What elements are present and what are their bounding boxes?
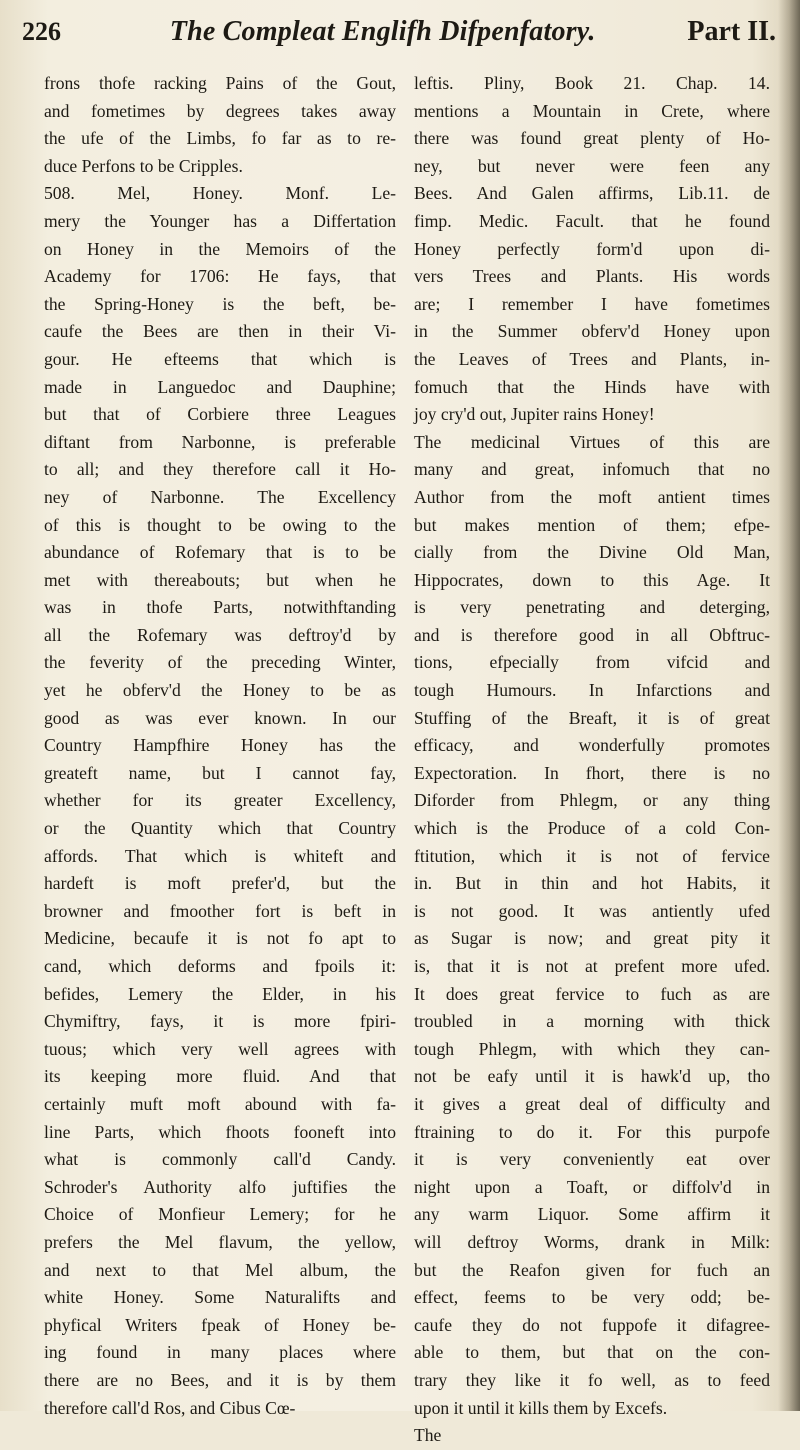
text-line: is very penetrating and deterging, (414, 597, 770, 618)
text-line: but the Reafon given for fuch an (414, 1259, 770, 1280)
text-line: night upon a Toaft, or diffolv'd in (414, 1176, 770, 1197)
text-line: and next to that Mel album, the (44, 1259, 396, 1280)
text-line: Academy for 1706: He fays, that (44, 266, 396, 287)
text-line: to all; and they therefore call it Ho- (44, 459, 396, 480)
text-line: which is the Produce of a cold Con- (414, 818, 770, 839)
text-line: yet he obferv'd the Honey to be as (44, 680, 396, 701)
text-line: effect, feems to be very odd; be- (414, 1287, 770, 1308)
text-line: ftraining to do it. For this purpofe (414, 1121, 770, 1142)
text-line: Honey perfectly form'd upon di- (414, 238, 770, 259)
text-line: able to them, but that on the con- (414, 1342, 770, 1363)
text-line: vers Trees and Plants. His words (414, 266, 770, 287)
text-line: Diforder from Phlegm, or any thing (414, 790, 770, 811)
text-line: efficacy, and wonderfully promotes (414, 735, 770, 756)
text-line: there are no Bees, and it is by them (44, 1369, 396, 1390)
text-line: upon it until it kills them by Excefs. (414, 1397, 668, 1418)
text-line: Hippocrates, down to this Age. It (414, 569, 770, 590)
text-line: met with thereabouts; but when he (44, 569, 396, 590)
text-line: certainly muft moft abound with fa- (44, 1093, 396, 1114)
text-line: Expectoration. In fhort, there is no (414, 762, 770, 783)
text-line: joy cry'd out, Jupiter rains Honey! (414, 404, 655, 425)
text-line: the feverity of the preceding Winter, (44, 652, 396, 673)
text-line: it is very conveniently eat over (414, 1149, 770, 1170)
text-line: greateft name, but I cannot fay, (44, 762, 396, 783)
text-line: tough Phlegm, with which they can- (414, 1038, 770, 1059)
text-line: therefore call'd Ros, and Cibus Cœ- (44, 1397, 296, 1418)
right-column (414, 70, 770, 1450)
text-line: diftant from Narbonne, is preferable (44, 431, 396, 452)
text-line: of this is thought to be owing to the (44, 514, 396, 535)
text-line: browner and fmoother fort is beft in (44, 900, 396, 921)
text-line: tions, efpecially from vifcid and (414, 652, 770, 673)
text-line: tough Humours. In Infarctions and (414, 680, 770, 701)
text-line: any warm Liquor. Some affirm it (414, 1204, 770, 1225)
text-line: Country Hampfhire Honey has the (44, 735, 396, 756)
text-line: duce Perfons to be Cripples. (44, 155, 243, 176)
text-line: the Leaves of Trees and Plants, in- (414, 348, 770, 369)
running-header (22, 16, 776, 60)
text-line: troubled in a morning with thick (414, 1011, 770, 1032)
text-line: white Honey. Some Naturalifts and (44, 1287, 396, 1308)
text-line: The (414, 1425, 442, 1446)
text-line: its keeping more fluid. And that (44, 1066, 396, 1087)
text-line: made in Languedoc and Dauphine; (44, 376, 396, 397)
text-line: befides, Lemery the Elder, in his (44, 983, 396, 1004)
text-line: caufe they do not fuppofe it difagree- (414, 1314, 770, 1335)
text-line: affords. That which is whiteft and (44, 845, 396, 866)
text-line: the ufe of the Limbs, fo far as to re- (44, 128, 396, 149)
text-line: not be eafy until it is hawk'd up, tho (414, 1066, 770, 1087)
text-line: Schroder's Authority alfo juftifies the (44, 1176, 396, 1197)
text-line: Chymiftry, fays, it is more fpiri- (44, 1011, 396, 1032)
text-line: prefers the Mel flavum, the yellow, (44, 1231, 396, 1252)
text-line: ing found in many places where (44, 1342, 396, 1363)
text-line: cially from the Divine Old Man, (414, 542, 770, 563)
text-line: is not good. It was antiently ufed (414, 900, 770, 921)
text-line: will deftroy Worms, drank in Milk: (414, 1231, 770, 1252)
text-line: abundance of Rofemary that is to be (44, 542, 396, 563)
left-column (44, 70, 396, 1422)
text-line: cand, which deforms and fpoils it: (44, 956, 396, 976)
text-line: the Spring-Honey is the beft, be- (44, 293, 396, 314)
text-line: tuous; which very well agrees with (44, 1038, 396, 1059)
text-line: gour. He efteems that which is (44, 348, 396, 369)
text-line: are; I remember I have fometimes (414, 293, 770, 314)
running-title: The Compleat Englifh Difpenfatory. (169, 16, 596, 47)
text-line: and fometimes by degrees takes away (44, 100, 396, 121)
text-line: all the Rofemary was deftroy'd by (44, 624, 396, 645)
text-line: and is therefore good in all Obftruc- (414, 624, 770, 645)
text-line: mery the Younger has a Differtation (44, 210, 396, 231)
text-line: leftis. Pliny, Book 21. Chap. 14. (414, 73, 770, 93)
text-line: but that of Corbiere three Leagues (44, 404, 396, 425)
text-line: or the Quantity which that Country (44, 818, 396, 839)
text-line: line Parts, which fhoots fooneft into (44, 1121, 396, 1142)
text-line: 508. Mel, Honey. Monf. Le- (44, 183, 396, 204)
text-line: Choice of Monfieur Lemery; for he (44, 1204, 396, 1225)
text-line: but makes mention of them; efpe- (414, 514, 770, 535)
text-line: it gives a great deal of difficulty and (414, 1093, 770, 1114)
page-number: 226 (22, 17, 61, 46)
text-line: ney, but never were feen any (414, 155, 770, 176)
text-line: ftitution, which it is not of fervice (414, 845, 770, 866)
text-line: It does great fervice to fuch as are (414, 983, 770, 1004)
text-line: The medicinal Virtues of this are (414, 431, 770, 452)
text-line: as Sugar is now; and great pity it (414, 928, 770, 949)
text-line: on Honey in the Memoirs of the (44, 238, 396, 259)
text-line: whether for its greater Excellency, (44, 790, 396, 811)
text-line: Bees. And Galen affirms, Lib.11. de (414, 183, 770, 204)
text-line: mentions a Mountain in Crete, where (414, 100, 770, 121)
text-line: in the Summer obferv'd Honey upon (414, 321, 770, 342)
text-line: frons thofe racking Pains of the Gout, (44, 73, 396, 93)
text-line: hardeft is moft prefer'd, but the (44, 873, 396, 894)
text-line: Medicine, becaufe it is not fo apt to (44, 928, 396, 949)
text-line: Author from the moft antient times (414, 486, 770, 507)
part-label: Part II. (687, 16, 776, 47)
text-line: fimp. Medic. Facult. that he found (414, 210, 770, 231)
text-line: what is commonly call'd Candy. (44, 1149, 396, 1170)
text-line: ney of Narbonne. The Excellency (44, 486, 396, 507)
text-line: in. But in thin and hot Habits, it (414, 873, 770, 894)
text-line: was in thofe Parts, notwithftanding (44, 597, 396, 618)
text-line: good as was ever known. In our (44, 707, 396, 728)
text-line: fomuch that the Hinds have with (414, 376, 770, 397)
text-line: Stuffing of the Breaft, it is of great (414, 707, 770, 728)
text-line: phyfical Writers fpeak of Honey be- (44, 1314, 396, 1335)
text-line: trary they like it fo well, as to feed (414, 1369, 770, 1390)
page-edge-shadow (778, 0, 800, 1411)
text-line: caufe the Bees are then in their Vi- (44, 321, 396, 342)
text-line: there was found great plenty of Ho- (414, 128, 770, 149)
text-line: many and great, infomuch that no (414, 459, 770, 480)
text-line: is, that it is not at prefent more ufed. (414, 956, 770, 976)
